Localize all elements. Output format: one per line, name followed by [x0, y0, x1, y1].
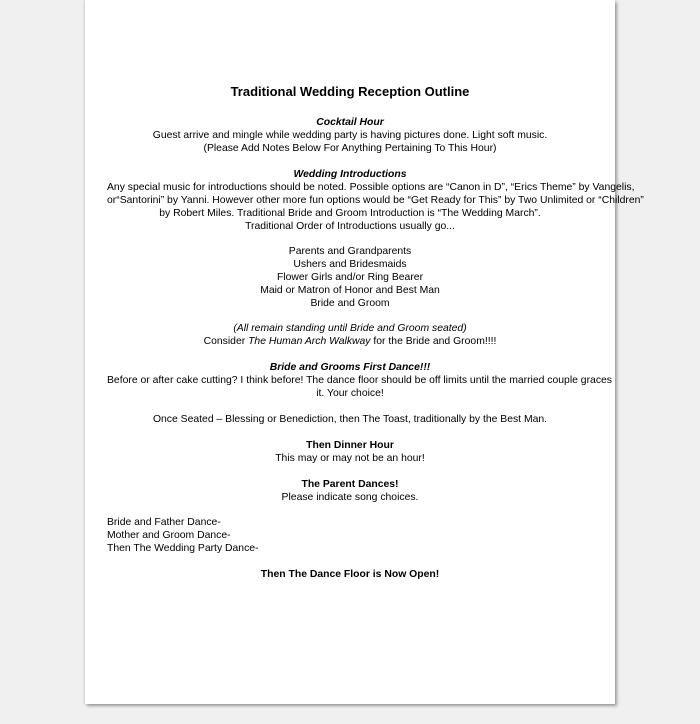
list-item: Then The Wedding Party Dance- [107, 543, 259, 554]
cocktail-section [107, 116, 593, 155]
blessing-line: Once Seated – Blessing or Benediction, then The Toast, traditionally by the Best Man. [152, 414, 548, 425]
introductions-line-1: Any special music for introductions should be noted. Possible options are “Canon in D”, “Erics Theme” by Vangelis, [107, 182, 635, 193]
parent-dances-heading: The Parent Dances! [301, 479, 399, 490]
list-item: Bride and Father Dance- [107, 517, 221, 528]
introductions-section [107, 168, 644, 233]
consider-suffix: for the Bride and Groom!!!! [370, 336, 497, 347]
list-item: Maid or Matron of Honor and Best Man [260, 285, 440, 296]
introductions-line-2: or“Santorini” by Yanni. However other more fun options would be “Get Ready for This” by Two Unlimited or “Children” [107, 195, 644, 206]
first-dance-line-2: it. Your choice! [316, 388, 384, 399]
cocktail-heading: Cocktail Hour [316, 117, 384, 128]
closing-line: Then The Dance Floor is Now Open! [260, 569, 440, 580]
dinner-line-1: This may or may not be an hour! [275, 453, 425, 464]
parent-dances-section [107, 478, 593, 504]
consider-italic: The Human Arch Walkway [248, 336, 371, 347]
list-item: Mother and Groom Dance- [107, 530, 231, 541]
document-title: Traditional Wedding Reception Outline [230, 84, 470, 99]
closing-section [107, 568, 593, 581]
list-item: Flower Girls and/or Ring Bearer [276, 272, 424, 283]
introductions-line-3: by Robert Miles. Traditional Bride and Groom Introduction is “The Wedding March”. [159, 208, 541, 219]
dinner-section [107, 439, 593, 465]
cocktail-line-2: (Please Add Notes Below For Anything Pertaining To This Hour) [203, 143, 497, 154]
cocktail-line-1: Guest arrive and mingle while wedding party is having pictures done. Light soft music. [152, 130, 548, 141]
list-item: Bride and Groom [310, 298, 390, 309]
list-item: Parents and Grandparents [288, 246, 412, 257]
consider-prefix: Consider [203, 336, 249, 347]
first-dance-heading: Bride and Grooms First Dance!!! [269, 362, 431, 373]
consider-line [107, 335, 593, 348]
dinner-heading: Then Dinner Hour [306, 440, 394, 451]
first-dance-line-1: Before or after cake cutting? I think before! The dance floor should be off limits until the married couple graces [107, 375, 612, 386]
blessing-section [107, 413, 593, 426]
introductions-heading: Wedding Introductions [293, 169, 407, 180]
parent-dances-line-1: Please indicate song choices. [281, 492, 419, 503]
dances-list [107, 516, 593, 555]
first-dance-section [107, 361, 612, 400]
introductions-line-4: Traditional Order of Introductions usually go... [245, 221, 455, 232]
introductions-note: (All remain standing until Bride and Groom seated) [233, 323, 467, 334]
introductions-note-section [107, 322, 593, 348]
document-page [85, 0, 644, 704]
list-item: Ushers and Bridesmaids [293, 259, 407, 270]
introduction-order-list [107, 245, 593, 310]
